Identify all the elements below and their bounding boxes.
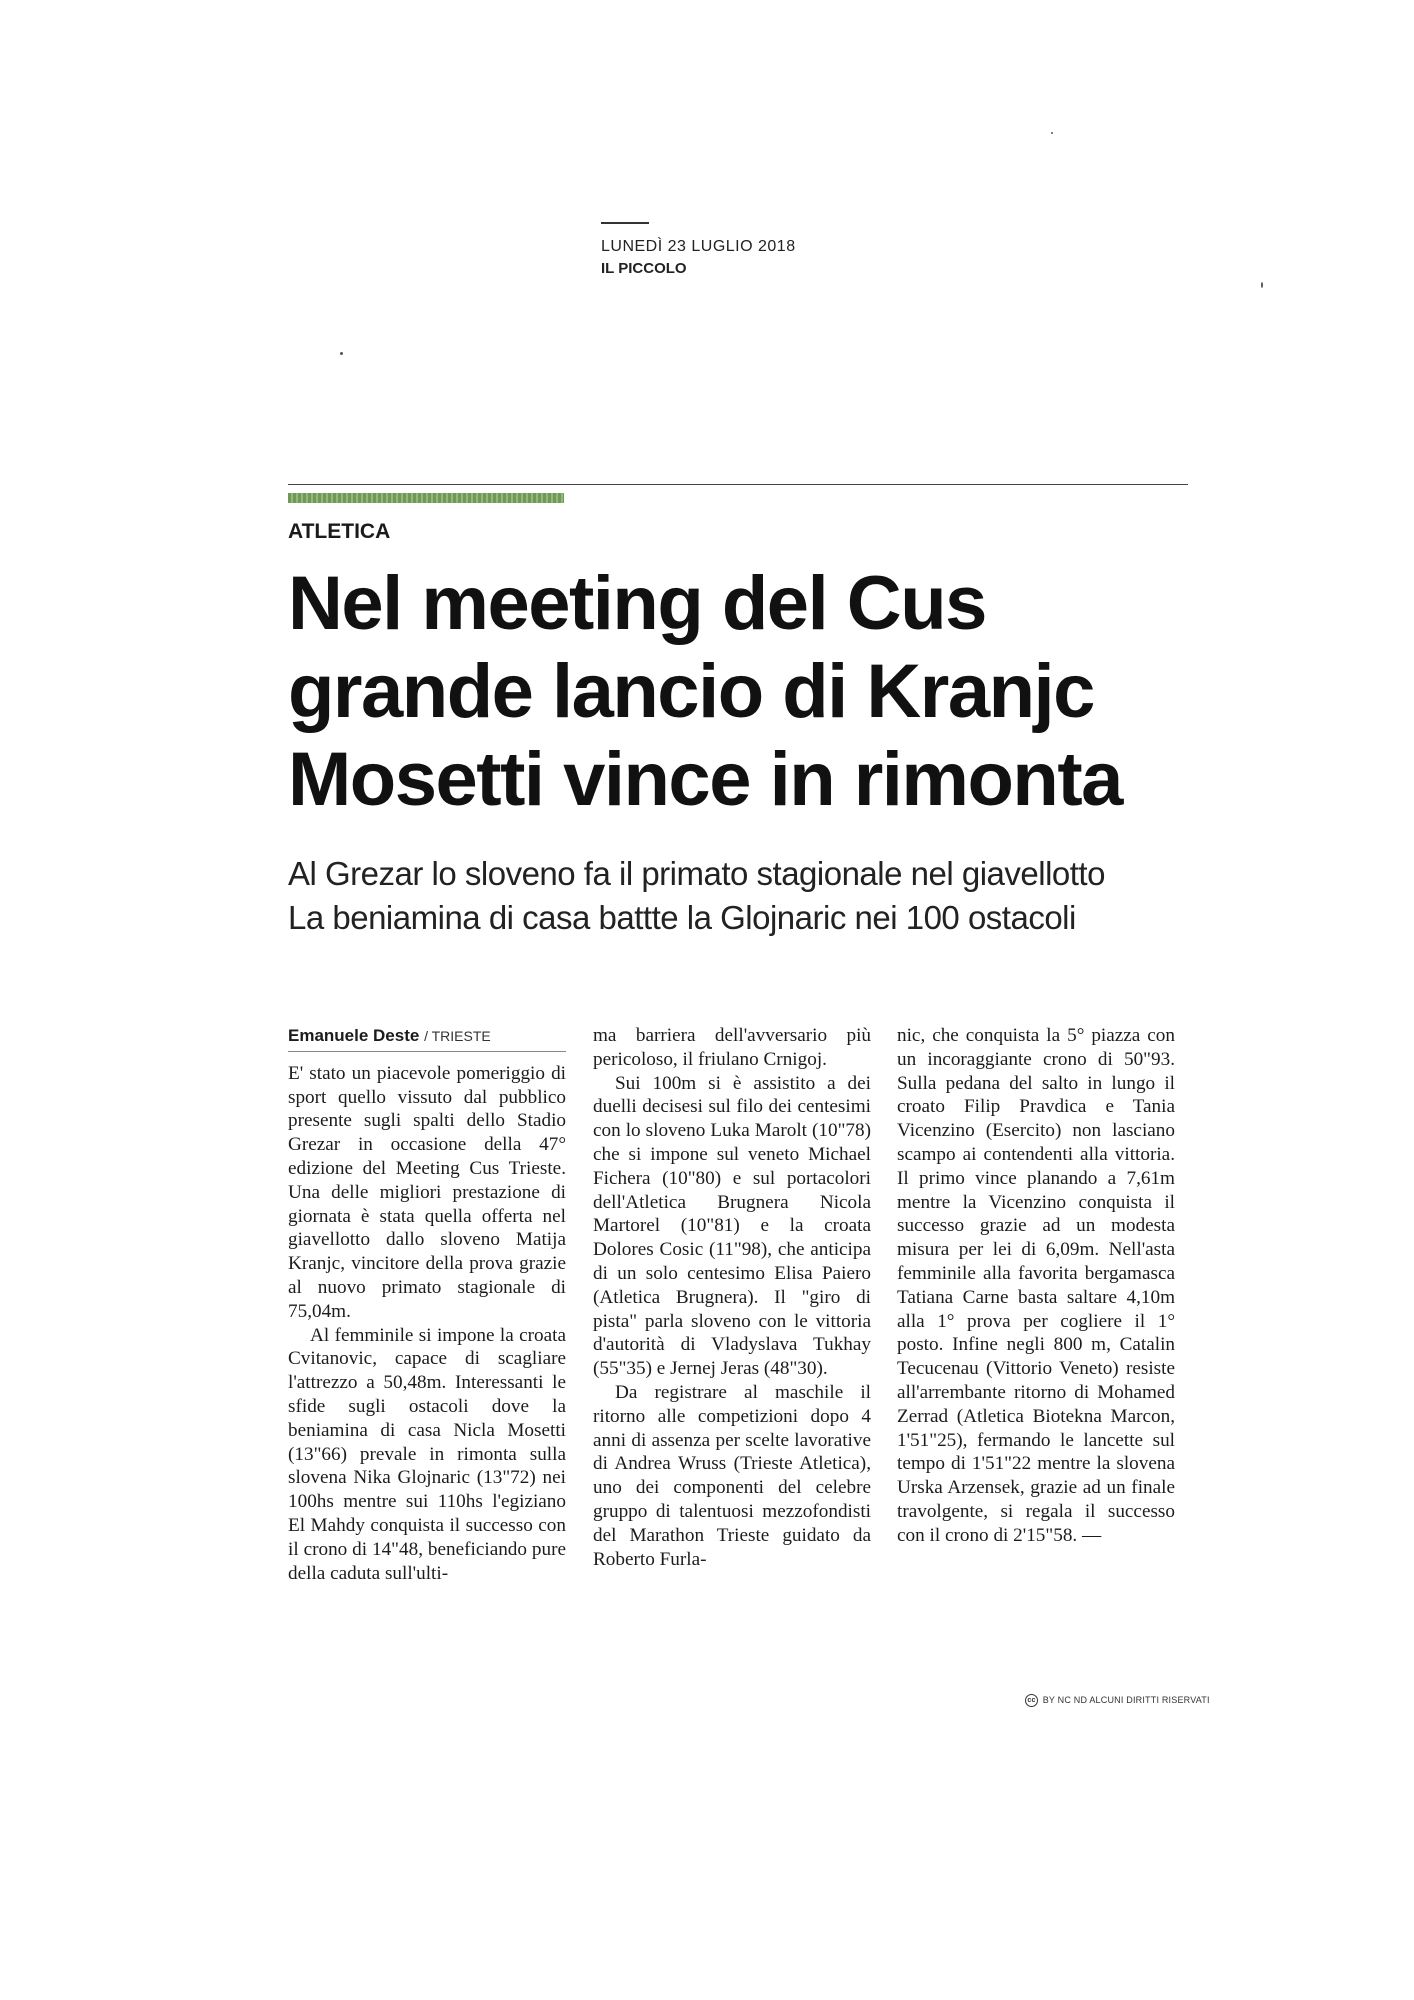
headline-line: Nel meeting del Cus [288, 561, 986, 646]
article-column-3 [897, 1024, 1175, 1548]
publication-date: LUNEDÌ 23 LUGLIO 2018 [601, 238, 796, 255]
dateline-rule [601, 222, 649, 224]
byline-author: Emanuele Deste [288, 1026, 420, 1045]
article-column-2 [593, 1024, 871, 1571]
article-paragraph: nic, che conquista la 5° piazza con un incoraggiante crono di 50"93. Sulla pedana del salto in lungo il croato Filip Pravdica e Tania Vicenzino (Esercito) non lasciano scampo ai contendenti alla vittoria. Il primo vince planando a 7,61m mentre la Vicenzino conquista il successo grazie ad un modesta misura per lei di 6,09m. Nell'asta femminile alla favorita bergamasca Tatiana Carne basta saltare 4,10m alla 1° prova per cogliere il 1° posto. Infine negli 800 m, Catalin Tecucenau (Vittorio Veneto) resiste all'arrembante ritorno di Mohamed Zerrad (Atletica Biotekna Marcon, 1'51"25), fermando le lancette sul tempo di 1'51"22 mentre la slovena Urska Arzensek, grazie ad un finale travolgente, si regala il successo con il crono di 2'15"58. — [897, 1025, 1175, 1546]
cc-icon: cc [1025, 1694, 1038, 1707]
dateline [601, 222, 1181, 277]
article-paragraph: Sui 100m si è assistito a dei duelli decisesi sul filo dei centesimi con lo sloveno Luka Marolt (10"78) che si impone sul veneto Michael Fichera (10"80) e sul portacolori dell'Atletica Brugnera Nicola Martorel (10"81) e la croata Dolores Cosic (11"98), che anticipa di un solo centesimo Elisa Paiero (Atletica Brugnera). Il "giro di pista" parla sloveno con le vittoria d'autorità di Vladyslava Tukhay (55"35) e Jernej Jeras (48"30). [593, 1072, 871, 1380]
section-label: ATLETICA [288, 520, 391, 543]
scan-speck [1261, 282, 1263, 288]
subheadline-line: La beniamina di casa battte la Glojnaric nei 100 ostacoli [288, 899, 1076, 936]
copyright-notice [1025, 1694, 1210, 1707]
byline-location: / TRIESTE [424, 1028, 491, 1044]
article-paragraph: Al femminile si impone la croata Cvitanovic, capace di scagliare l'attrezzo a 50,48m. Interessanti le sfide sugli ostacoli dove la beniamina di casa Nicla Mosetti (13"66) prevale in rimonta sulla slovena Nika Glojnaric (13"72) nei 100hs mentre sui 110hs l'egiziano El Mahdy conquista il successo con il crono di 14"48, beneficiando pure della caduta sull'ulti- [288, 1324, 566, 1584]
copyright-text: BY NC ND ALCUNI DIRITTI RISERVATI [1042, 1694, 1210, 1705]
headline-line: grande lancio di Kranjc [288, 649, 1094, 734]
headline [288, 560, 1288, 824]
article-paragraph: Da registrare al maschile il ritorno alle competizioni dopo 4 anni di assenza per scelte lavorative di Andrea Wruss (Trieste Atletica), uno dei componenti del celebre gruppo di talentuosi mezzofondisti del Marathon Trieste guidato da Roberto Furla- [593, 1381, 871, 1570]
newspaper-name: IL PICCOLO [601, 260, 687, 277]
section-color-bar [288, 493, 564, 503]
subheadline [288, 852, 1288, 940]
article-column-1 [288, 1024, 566, 1585]
headline-line: Mosetti vince in rimonta [288, 737, 1122, 822]
section-rule [288, 484, 1188, 485]
scan-speck [340, 352, 343, 355]
article-paragraph: ma barriera dell'avversario più pericoloso, il friulano Crnigoj. [593, 1025, 871, 1070]
scan-speck [1051, 132, 1053, 134]
byline [288, 1024, 566, 1052]
article-paragraph: E' stato un piacevole pomeriggio di sport quello vissuto dal pubblico presente sugli spalti dello Stadio Grezar in occasione della 47° edizione del Meeting Cus Trieste. Una delle migliori prestazione di giornata è stata quella offerta nel giavellotto dallo sloveno Matija Kranjc, vincitore della prova grazie al nuovo primato stagionale di 75,04m. [288, 1062, 566, 1322]
subheadline-line: Al Grezar lo sloveno fa il primato stagionale nel giavellotto [288, 855, 1105, 892]
